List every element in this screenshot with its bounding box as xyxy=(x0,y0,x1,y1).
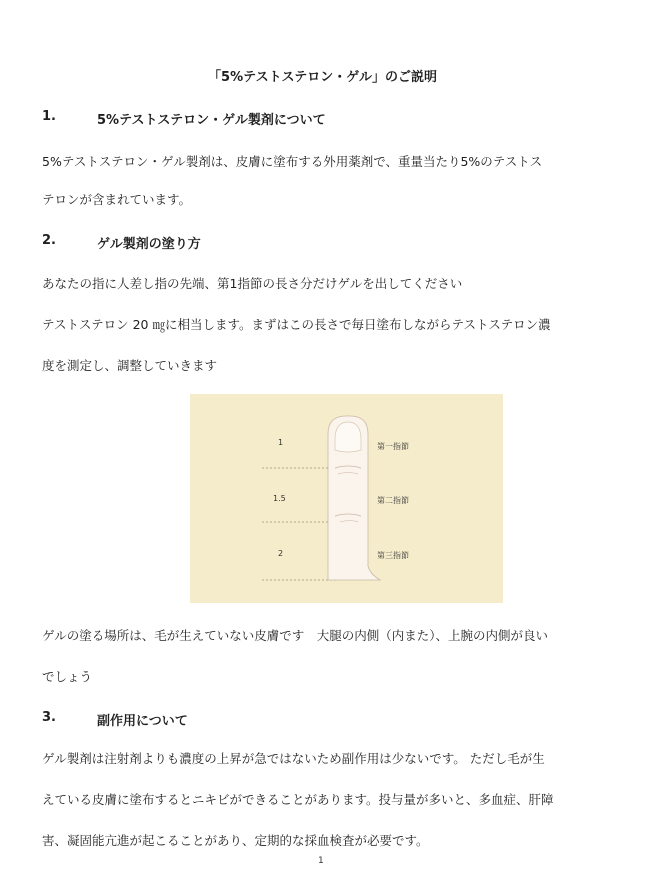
section-3-line-1: ゲル製剤は注射剤よりも濃度の上昇が急ではないため副作用は少ないです。 ただし毛が生 xyxy=(42,751,545,766)
figure-amount-1: 1 xyxy=(278,438,284,447)
figure-joint-3: 第三指節 xyxy=(377,551,409,560)
section-1-heading: 5%テストステロン・ゲル製剤について xyxy=(97,113,326,128)
section-3-line-3: 害、凝固能亢進が起こることがあり、定期的な採血検査が必要です。 xyxy=(42,833,429,848)
section-2-after-line-2: でしょう xyxy=(42,669,93,684)
section-1-number: 1. xyxy=(42,109,56,124)
figure-joint-2: 第二指節 xyxy=(377,496,409,505)
section-2-line-3: 度を測定し、調整していきます xyxy=(42,358,218,373)
page-number: 1 xyxy=(318,856,324,866)
finger-measurement-figure xyxy=(190,394,503,603)
section-3-number: 3. xyxy=(42,710,56,725)
figure-amount-3: 2 xyxy=(278,549,284,558)
section-2-line-1: あなたの指に人差し指の先端、第1指節の長さ分だけゲルを出してください xyxy=(42,276,463,291)
section-3-heading: 副作用について xyxy=(97,714,188,729)
section-2-number: 2. xyxy=(42,233,56,248)
page-title: 「5%テストステロン・ゲル」のご説明 xyxy=(208,70,437,85)
section-2-heading: ゲル製剤の塗り方 xyxy=(97,237,201,252)
section-2-line-2: テストステロン 20 ㎎に相当します。まずはこの長さで毎日塗布しながらテストステロン濃 xyxy=(42,317,551,332)
section-3-line-2: えている皮膚に塗布するとニキビができることがあります。投与量が多いと、多血症、肝障 xyxy=(42,792,554,807)
finger-illustration xyxy=(190,394,503,603)
figure-amount-2: 1.5 xyxy=(273,494,286,503)
figure-joint-1: 第一指節 xyxy=(377,442,409,451)
section-2-after-line-1: ゲルの塗る場所は、毛が生えていない皮膚です 大腿の内側（内また）、上腕の内側が良い xyxy=(42,628,549,643)
section-1-line-1: 5%テストステロン・ゲル製剤は、皮膚に塗布する外用薬剤で、重量当たり5%のテストス xyxy=(42,154,543,169)
section-1-line-2: テロンが含まれています。 xyxy=(42,192,192,207)
